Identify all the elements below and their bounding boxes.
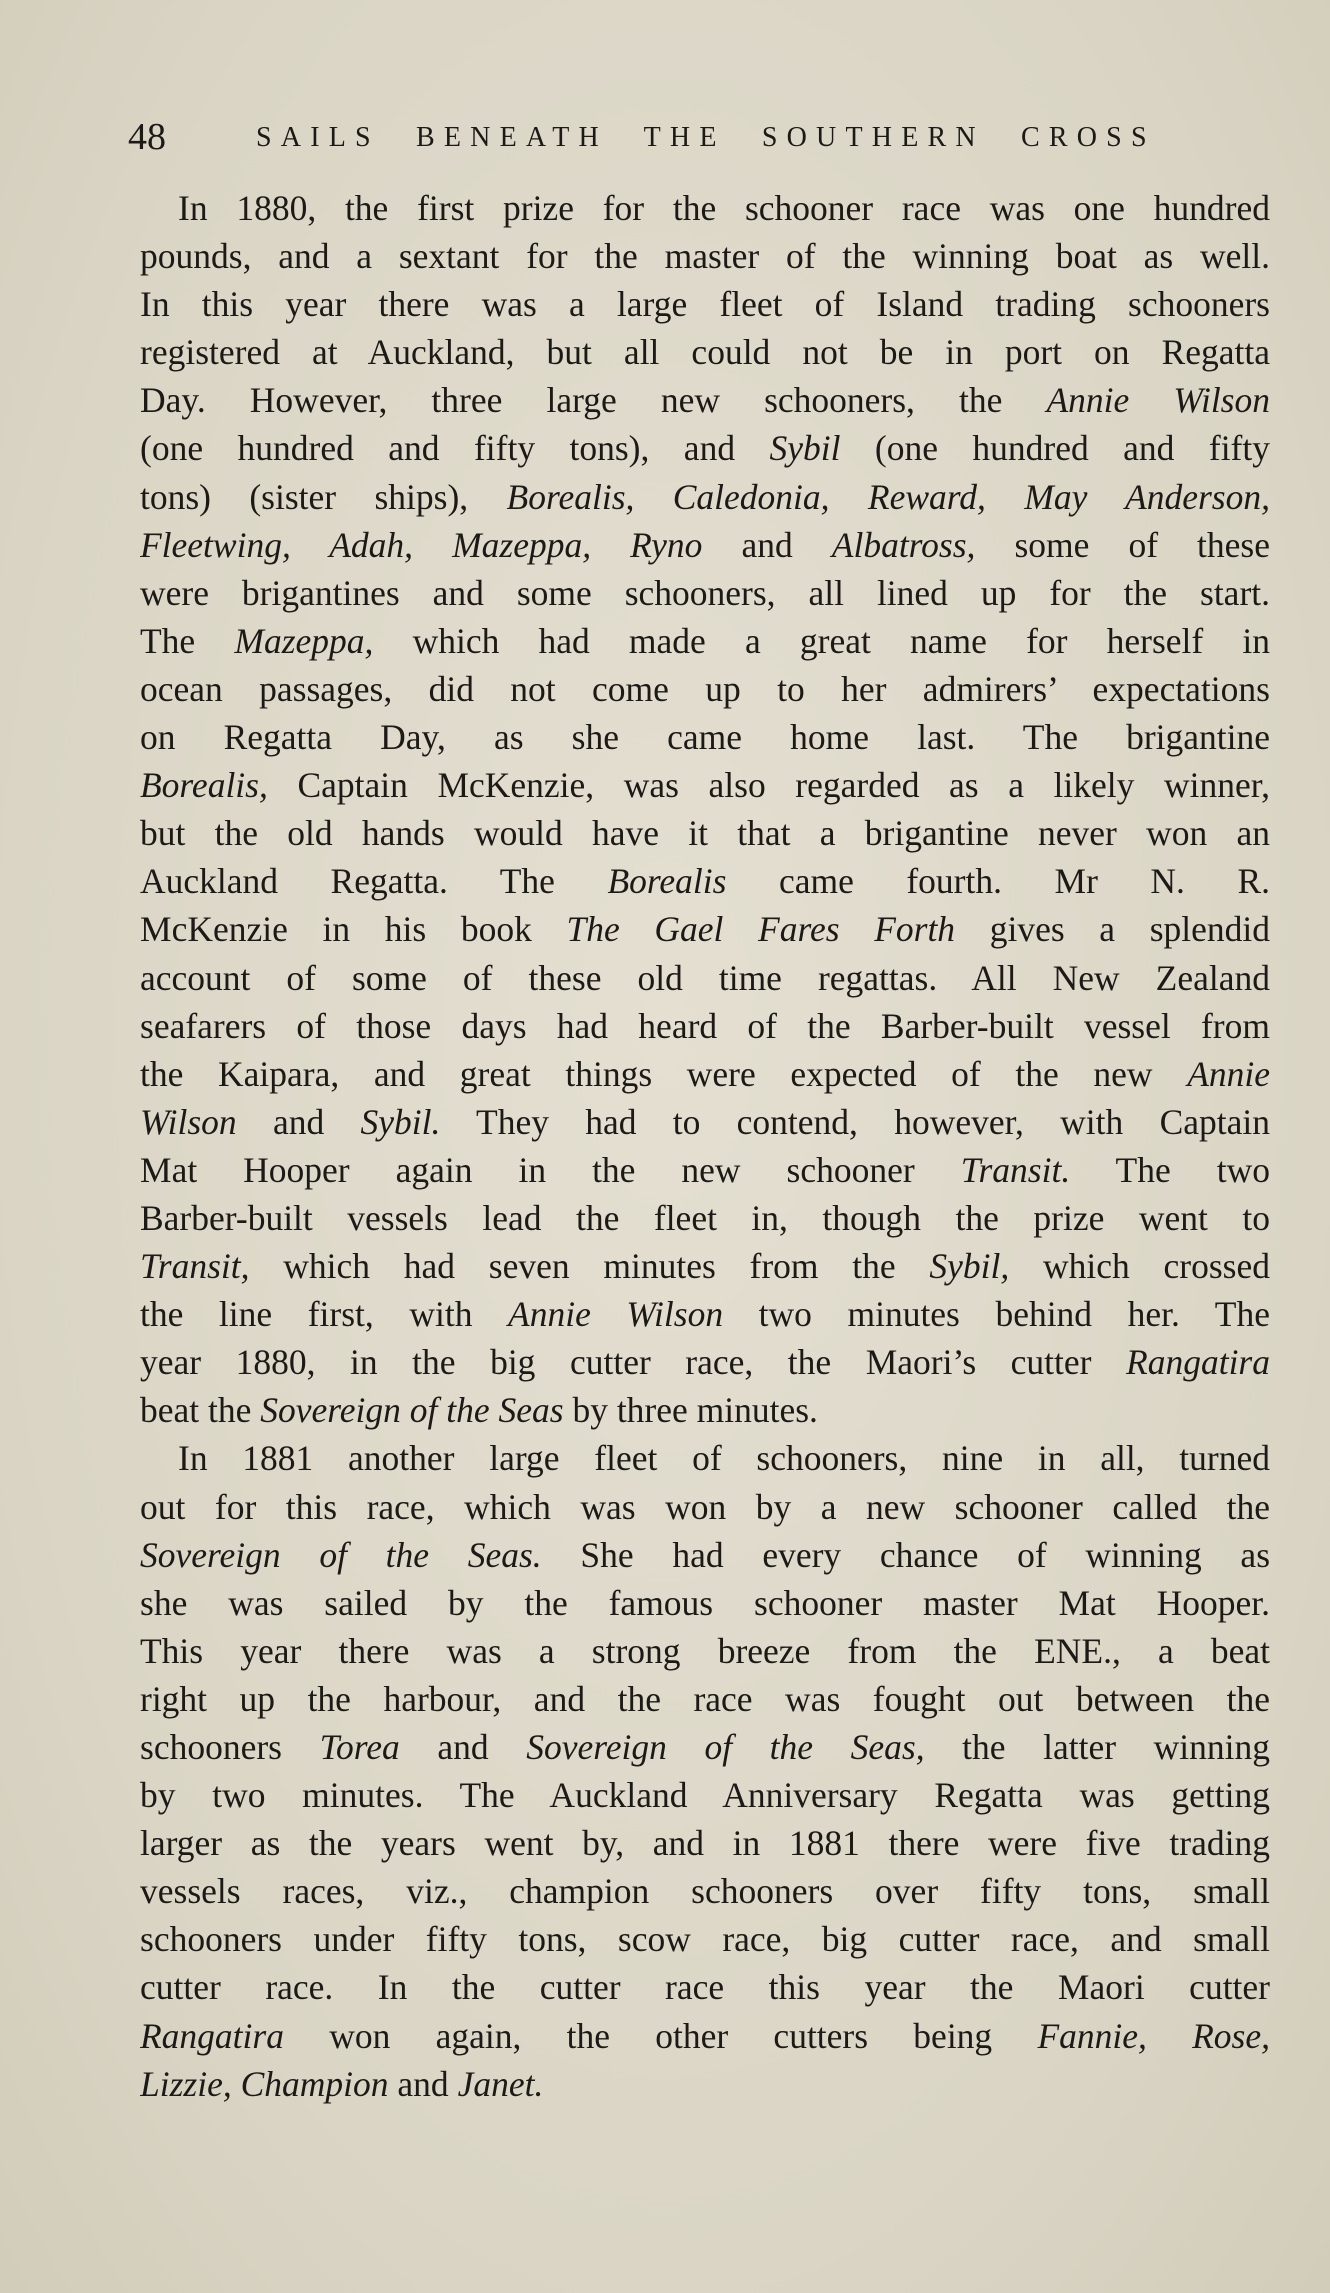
text-run: which had seven minutes from the — [249, 1246, 930, 1287]
text-line — [140, 184, 1270, 232]
text-run: she was sailed by the famous schooner master Mat Hooper. — [140, 1582, 1270, 1623]
italic-text: Annie Wilson — [1046, 380, 1270, 421]
text-run: schooners under fifty tons, scow race, big cutter race, and small — [140, 1919, 1270, 1960]
text-line — [140, 809, 1270, 857]
italic-text: Fleetwing, Adah, Mazeppa, Ryno — [140, 524, 703, 565]
text-line — [140, 954, 1270, 1002]
text-run: In this year there was a large fleet of Island trading schooners — [140, 284, 1270, 325]
text-run: Day. However, three large new schooners, the — [140, 380, 1047, 421]
body-text — [140, 184, 1270, 2108]
page-header — [128, 112, 1208, 162]
text-run: Barber-built vessels lead the fleet in, though the prize went to — [140, 1197, 1270, 1238]
italic-text: Transit. — [960, 1149, 1071, 1190]
text-line — [140, 1290, 1270, 1338]
text-line — [140, 1386, 1270, 1434]
text-line — [140, 1098, 1270, 1146]
text-run: on Regatta Day, as she came home last. The brigantine — [140, 717, 1270, 758]
text-run: cutter race. In the cutter race this year the Maori cutter — [140, 1967, 1270, 2008]
text-run: tons) (sister ships), — [140, 476, 507, 517]
text-line — [140, 1146, 1270, 1194]
text-run: and — [236, 1101, 361, 1142]
italic-text: The Gael Fares Forth — [566, 909, 956, 950]
italic-text: Torea — [319, 1727, 400, 1767]
text-run: two minutes behind her. The — [723, 1294, 1270, 1335]
text-run: the line first, with — [140, 1294, 509, 1335]
text-run: account of some of these old time regattas. All New Zealand — [140, 957, 1270, 998]
text-line — [140, 424, 1270, 472]
text-run: vessels races, viz., champion schooners over fifty tons, small — [140, 1871, 1270, 1912]
text-run: ocean passages, did not come up to her admirers’ expectations — [140, 668, 1270, 709]
text-line — [140, 1867, 1270, 1915]
text-run: came fourth. Mr N. R. — [726, 861, 1270, 902]
text-run: In 1880, the first prize for the schooner race was one hundred — [178, 188, 1270, 228]
italic-text: Rangatira — [1126, 1342, 1270, 1383]
text-line — [140, 1963, 1270, 2011]
italic-text: Rangatira — [140, 2015, 284, 2056]
text-line — [140, 1627, 1270, 1675]
text-run: year 1880, in the big cutter race, the Maori’s cutter — [140, 1342, 1127, 1383]
italic-text: Janet. — [457, 2063, 544, 2104]
text-run: The two — [1070, 1149, 1270, 1190]
text-run: won again, the other cutters being — [283, 2015, 1038, 2056]
text-run: gives a splendid — [955, 909, 1270, 950]
text-line — [140, 521, 1270, 569]
italic-text: Borealis, — [140, 765, 268, 806]
text-line — [140, 1338, 1270, 1386]
text-run: registered at Auckland, but all could not be in port on Regatta — [140, 332, 1270, 373]
italic-text: Mazeppa, — [234, 620, 374, 661]
text-line — [140, 280, 1270, 328]
text-run: the Kaipara, and great things were expected of the new — [140, 1053, 1188, 1094]
text-line — [140, 1675, 1270, 1723]
italic-text: Sybil, — [929, 1246, 1010, 1287]
text-line — [140, 473, 1270, 521]
italic-text: Transit, — [140, 1246, 250, 1287]
text-run: Captain McKenzie, was also regarded as a likely winner, — [267, 765, 1270, 806]
text-line — [140, 1819, 1270, 1867]
text-line — [140, 665, 1270, 713]
text-run: some of these — [975, 524, 1270, 565]
text-line — [140, 1050, 1270, 1098]
text-line — [140, 1771, 1270, 1819]
italic-text: Annie Wilson — [508, 1294, 724, 1335]
text-run: larger as the years went by, and in 1881 there were five trading — [140, 1823, 1270, 1864]
text-run: and — [702, 524, 832, 565]
text-line — [140, 1723, 1270, 1771]
italic-text: Lizzie, Champion — [140, 2063, 389, 2104]
text-run: They had to contend, however, with Captain — [440, 1101, 1270, 1142]
italic-text: Sovereign of the Seas, — [526, 1727, 925, 1767]
page-number: 48 — [128, 116, 166, 158]
text-run: Auckland Regatta. The — [140, 861, 608, 902]
text-run: pounds, and a sextant for the master of the winning boat as well. — [140, 236, 1270, 277]
text-line — [140, 232, 1270, 280]
text-run: right up the harbour, and the race was fought out between the — [140, 1678, 1270, 1719]
text-line — [140, 1434, 1270, 1482]
italic-text: Sybil — [769, 428, 841, 469]
text-run: The — [140, 620, 235, 661]
text-run: were brigantines and some schooners, all lined up for the start. — [140, 572, 1270, 613]
text-line — [140, 376, 1270, 424]
text-line — [140, 1579, 1270, 1627]
text-line — [140, 1531, 1270, 1579]
text-run: by two minutes. The Auckland Anniversary Regatta was getting — [140, 1775, 1270, 1816]
italic-text: Sovereign of the Seas. — [140, 1534, 542, 1575]
text-run: which had made a great name for herself in — [373, 620, 1270, 661]
text-run: beat the — [140, 1390, 261, 1431]
text-run: She had every chance of winning as — [541, 1534, 1270, 1575]
text-run: and — [399, 1727, 527, 1767]
text-run: (one hundred and fifty — [840, 428, 1270, 469]
text-run: the latter winning — [924, 1727, 1270, 1767]
text-run: which crossed — [1009, 1246, 1270, 1287]
text-line — [140, 713, 1270, 761]
text-run: schooners — [140, 1727, 320, 1767]
text-run: In 1881 another large fleet of schooners, nine in all, turned — [178, 1438, 1270, 1479]
italic-text: Albatross, — [831, 524, 976, 565]
text-run: by three minutes. — [563, 1390, 818, 1431]
running-title: SAILS BENEATH THE SOUTHERN CROSS — [256, 122, 1156, 153]
italic-text: Fannie, Rose, — [1037, 2015, 1270, 2056]
text-line — [140, 1002, 1270, 1050]
text-run: This year there was a strong breeze from the ENE., a beat — [140, 1630, 1270, 1671]
text-run: out for this race, which was won by a new schooner called the — [140, 1486, 1270, 1527]
text-run: seafarers of those days had heard of the Barber-built vessel from — [140, 1005, 1270, 1046]
text-line — [140, 617, 1270, 665]
text-line — [140, 2012, 1270, 2060]
text-line — [140, 1915, 1270, 1963]
text-run: and — [388, 2063, 458, 2104]
text-run: Mat Hooper again in the new schooner — [140, 1149, 961, 1190]
text-line — [140, 2060, 1270, 2108]
text-line — [140, 905, 1270, 953]
italic-text: Sovereign of the Seas — [260, 1390, 564, 1431]
italic-text: Borealis, Caledonia, Reward, May Anderson, — [506, 476, 1270, 517]
italic-text: Annie — [1187, 1053, 1270, 1094]
text-line — [140, 569, 1270, 617]
text-line — [140, 761, 1270, 809]
italic-text: Wilson — [140, 1101, 237, 1142]
text-run: (one hundred and fifty tons), and — [140, 428, 770, 469]
italic-text: Sybil. — [360, 1101, 441, 1142]
text-line — [140, 1242, 1270, 1290]
italic-text: Borealis — [607, 861, 727, 902]
text-line — [140, 1194, 1270, 1242]
text-line — [140, 328, 1270, 376]
text-line — [140, 1483, 1270, 1531]
text-run: but the old hands would have it that a brigantine never won an — [140, 813, 1270, 854]
text-line — [140, 857, 1270, 905]
text-run: McKenzie in his book — [140, 909, 567, 950]
